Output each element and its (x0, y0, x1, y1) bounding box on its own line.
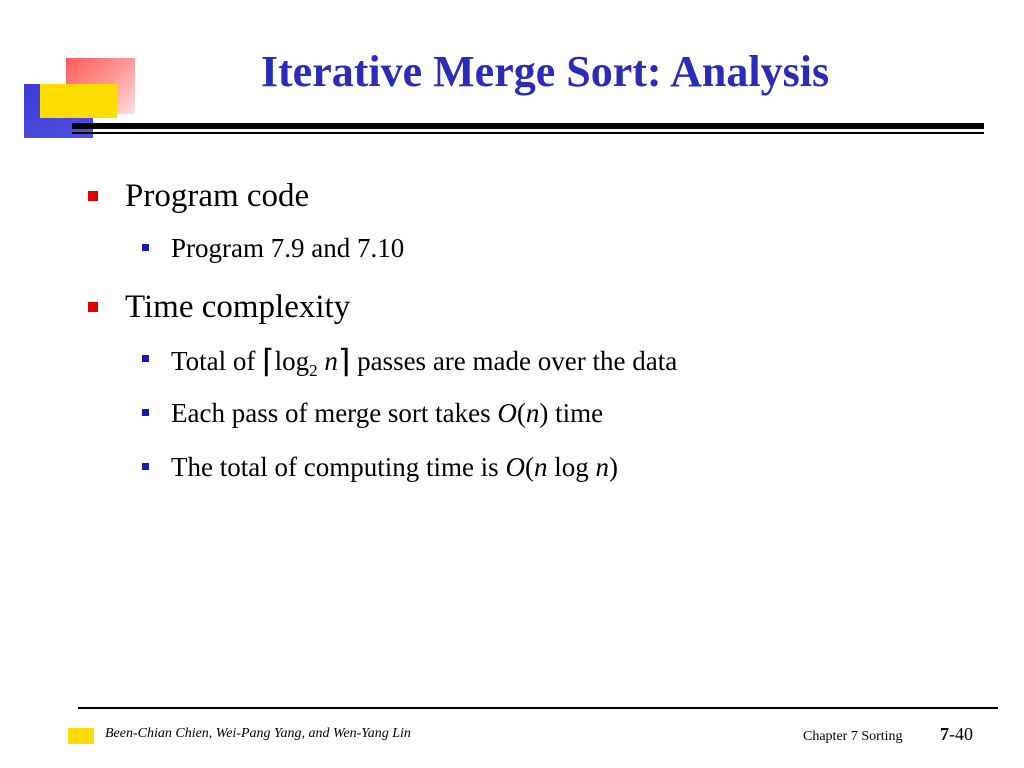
paren-open: ( (524, 452, 534, 482)
bullet-square-icon (88, 302, 98, 312)
footer-rule (78, 707, 998, 709)
ceil-right: ⌉ (337, 343, 351, 379)
passes-prefix: Total of (171, 346, 263, 376)
footer-page-number (940, 724, 973, 745)
paren-close: ) (539, 398, 549, 428)
paren-close: ) (608, 452, 618, 482)
title-rule-thin (72, 132, 984, 134)
log-text: log (547, 452, 596, 482)
passes-suffix: passes are made over the data (357, 346, 678, 376)
big-o: O (505, 452, 525, 482)
var-n: n (324, 346, 338, 376)
footer-authors: Been-Chian Chien, Wei-Pang Yang, and Wen-Yang Lin (105, 726, 411, 741)
ceil-log-formula (262, 342, 350, 388)
big-o: O (497, 398, 517, 428)
footer-chapter: Chapter 7 Sorting (803, 729, 903, 744)
paren-open: ( (516, 398, 526, 428)
page-rest: -40 (949, 724, 973, 744)
bullet-time-complexity (125, 287, 350, 327)
log-text: log (274, 346, 310, 376)
title-rule-thick (72, 123, 984, 129)
page-chapter: 7 (940, 724, 949, 744)
var-n: n (595, 452, 609, 482)
bullet-text: Time complexity (125, 289, 351, 325)
bullet-square-icon (88, 191, 98, 201)
sub-bullet-square-icon (142, 244, 149, 251)
sub-bullet-text: Program 7.9 and 7.10 (171, 233, 405, 263)
each-suffix: time (548, 398, 604, 428)
sub-bullet-programs (171, 231, 404, 265)
footer-yellow-box (68, 728, 94, 744)
logo-yellow-square (40, 84, 117, 118)
ceil-left: ⌈ (262, 343, 275, 379)
sub-bullet-square-icon (142, 409, 149, 416)
each-prefix: Each pass of merge sort takes (171, 398, 498, 428)
sub-bullet-passes (171, 342, 677, 388)
total-prefix: The total of computing time is (171, 452, 506, 482)
var-n: n (525, 398, 540, 428)
sub-bullet-total-time (171, 450, 618, 484)
bullet-program-code (125, 176, 309, 216)
log-base: 2 (309, 361, 318, 380)
sub-bullet-square-icon (142, 355, 149, 362)
sub-bullet-each-pass (171, 396, 603, 430)
sub-bullet-square-icon (142, 463, 149, 470)
slide-title: Iterative Merge Sort: Analysis (260, 47, 830, 96)
var-n: n (533, 452, 548, 482)
bullet-text: Program code (125, 178, 310, 214)
